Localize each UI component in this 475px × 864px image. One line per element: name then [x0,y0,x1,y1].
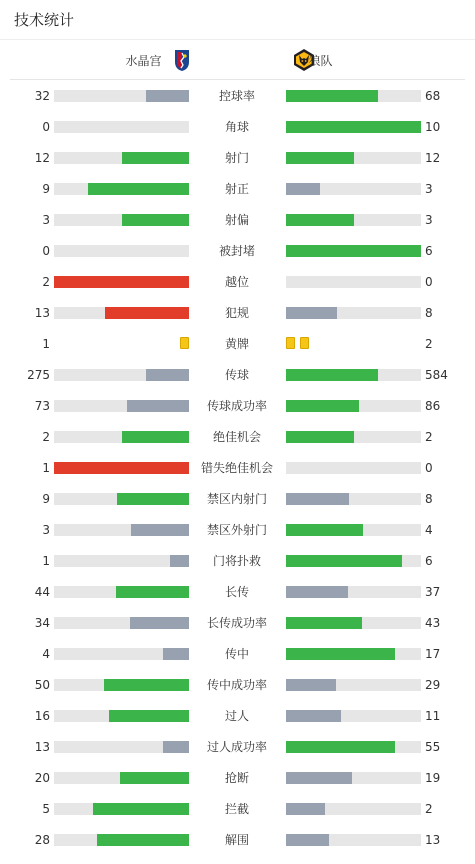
away-stat-bar-fill [286,555,402,567]
home-stat-bar-fill [105,307,189,319]
home-stat-value: 1 [42,554,50,568]
away-stat-value: 86 [425,399,441,413]
home-stat-value: 50 [34,678,50,692]
home-stat-value: 1 [42,337,50,351]
home-stat-bar [54,772,189,784]
stat-label: 射偏 [224,213,249,227]
away-stat-value: 3 [425,213,433,227]
home-stat-bar [54,586,189,598]
home-stat-value: 9 [42,492,50,506]
home-stat-bar [54,369,189,381]
away-stat-value: 13 [425,833,441,847]
stat-row [0,647,475,678]
stat-label: 过人 [224,709,249,723]
away-stat-bar-fill [286,307,337,319]
home-stat-bar-fill [120,772,189,784]
away-stat-value: 43 [425,616,441,630]
away-stat-bar [286,431,421,443]
away-stat-bar-fill [286,617,362,629]
home-stat-bar-fill [122,431,190,443]
away-stat-value: 10 [425,120,441,134]
yellow-card-icon [180,337,189,349]
stat-row [0,678,475,709]
away-stat-bar-fill [286,214,354,226]
home-stat-value: 1 [42,461,50,475]
away-stat-bar-fill [286,648,395,660]
home-stat-value: 13 [34,306,50,320]
stat-row [0,306,475,337]
home-stat-bar [54,431,189,443]
stat-row [0,771,475,802]
stat-label: 黄牌 [224,337,249,351]
home-stat-value: 34 [34,616,50,630]
home-stat-bar-fill [146,369,189,381]
home-stat-bar [54,462,189,474]
yellow-card-icon [286,337,295,349]
away-stat-value: 19 [425,771,441,785]
stat-label: 抢断 [224,771,249,785]
away-stat-bar [286,400,421,412]
home-stat-value: 28 [34,833,50,847]
away-stat-bar [286,245,421,257]
away-stat-value: 6 [425,554,433,568]
away-stat-bar-fill [286,121,421,133]
home-stat-bar [54,307,189,319]
away-stat-value: 55 [425,740,441,754]
home-stat-bar-fill [163,648,189,660]
home-stat-bar-fill [163,741,189,753]
home-stat-value: 16 [34,709,50,723]
stat-row [0,585,475,616]
stat-row [0,182,475,213]
home-stat-bar-fill [88,183,189,195]
home-stat-bar-fill [170,555,189,567]
stat-label: 长传 [224,585,249,599]
home-stat-value: 12 [34,151,50,165]
away-stat-bar-fill [286,183,320,195]
home-stat-value: 9 [42,182,50,196]
away-stat-bar [286,617,421,629]
home-stat-bar [54,493,189,505]
away-stat-bar-fill [286,493,349,505]
away-stat-value: 17 [425,647,441,661]
stat-row [0,89,475,120]
away-stat-value: 0 [425,275,433,289]
teams-header [10,40,465,80]
away-stat-value: 68 [425,89,441,103]
stat-label: 传球成功率 [206,399,267,413]
stat-label: 传球 [224,368,249,382]
home-stat-bar [54,121,189,133]
home-stat-bar [54,710,189,722]
home-stat-bar [54,90,189,102]
stat-row [0,709,475,740]
away-stat-bar-fill [286,586,348,598]
away-stat-value: 2 [425,337,433,351]
home-stat-value: 4 [42,647,50,661]
away-stat-value: 4 [425,523,433,537]
home-stat-value: 32 [34,89,50,103]
home-stat-bar [54,183,189,195]
away-stat-bar-fill [286,524,363,536]
home-stat-bar-fill [117,493,189,505]
home-stat-bar-fill [93,803,189,815]
home-stat-bar-fill [146,90,189,102]
stat-label: 门将扑救 [212,554,261,568]
home-stat-value: 20 [34,771,50,785]
away-stat-bar-fill [286,245,421,257]
stat-row [0,120,475,151]
stat-label: 角球 [224,120,249,134]
away-yellow-cards [286,337,314,349]
home-stat-value: 2 [42,275,50,289]
away-stat-bar-fill [286,369,378,381]
away-stat-bar [286,121,421,133]
away-stat-bar [286,834,421,846]
page-title: 技术统计 [14,11,75,29]
stat-row [0,430,475,461]
stat-row [0,523,475,554]
away-stat-bar-fill [286,772,352,784]
stat-row [0,151,475,182]
home-stat-bar-fill [116,586,189,598]
home-stat-bar [54,245,189,257]
away-stat-bar-fill [286,152,354,164]
away-stat-bar [286,648,421,660]
stat-row [0,275,475,306]
crystal-palace-crest-icon [170,48,194,72]
away-stat-bar [286,276,421,288]
away-stat-bar [286,183,421,195]
home-stat-bar [54,741,189,753]
away-stat-value: 3 [425,182,433,196]
home-stat-value: 44 [34,585,50,599]
stat-label: 被封堵 [218,244,255,258]
home-stat-bar [54,276,189,288]
stat-row [0,368,475,399]
away-stat-bar [286,90,421,102]
home-stat-bar [54,152,189,164]
home-stat-value: 3 [42,213,50,227]
stat-label: 长传成功率 [206,616,267,630]
home-yellow-cards [175,337,189,349]
home-stat-bar [54,555,189,567]
away-stat-bar [286,524,421,536]
stat-label: 绝佳机会 [212,430,261,444]
home-stat-bar-fill [122,214,190,226]
home-team-name: 水晶宫 [125,54,162,68]
stat-row [0,740,475,771]
home-stat-bar-fill [130,617,189,629]
home-stat-bar [54,679,189,691]
stat-row [0,492,475,523]
stat-label: 禁区外射门 [206,523,267,537]
away-stat-bar-fill [286,710,341,722]
stat-label: 射门 [224,151,249,165]
home-stat-bar [54,648,189,660]
stat-row [0,337,475,368]
home-stat-bar-fill [131,524,189,536]
away-stat-value: 2 [425,430,433,444]
home-stat-value: 0 [42,244,50,258]
away-stat-value: 6 [425,244,433,258]
yellow-card-icon [300,337,309,349]
stat-label: 错失绝佳机会 [200,461,273,475]
away-stat-bar [286,307,421,319]
stat-label: 控球率 [218,89,255,103]
away-stat-bar [286,555,421,567]
stat-label: 犯规 [224,306,249,320]
stat-row [0,399,475,430]
away-stat-bar-fill [286,741,395,753]
away-stat-bar-fill [286,679,336,691]
home-stat-bar-fill [54,462,189,474]
home-stat-bar [54,524,189,536]
away-stat-bar [286,152,421,164]
away-stat-value: 8 [425,306,433,320]
away-stat-bar-fill [286,803,325,815]
home-stat-bar-fill [54,276,189,288]
stat-label: 拦截 [224,802,249,816]
stat-row [0,616,475,647]
home-stat-value: 13 [34,740,50,754]
home-stat-bar [54,400,189,412]
away-stat-value: 584 [425,368,448,382]
away-stat-bar [286,586,421,598]
home-stat-bar-fill [127,400,189,412]
stat-row [0,213,475,244]
stat-label: 射正 [224,182,249,196]
home-stat-bar [54,834,189,846]
stat-row [0,554,475,585]
away-stat-value: 12 [425,151,441,165]
away-stat-value: 8 [425,492,433,506]
home-stat-bar-fill [97,834,189,846]
stat-label: 解围 [224,833,249,847]
home-stat-value: 5 [42,802,50,816]
away-stat-value: 2 [425,802,433,816]
away-stat-bar [286,803,421,815]
home-stat-value: 0 [42,120,50,134]
away-stat-value: 29 [425,678,441,692]
away-stat-bar [286,462,421,474]
away-team-name: 狼队 [308,54,333,68]
home-stat-value: 275 [27,368,50,382]
home-stat-bar-fill [109,710,189,722]
home-stat-bar-fill [104,679,189,691]
away-stat-bar [286,772,421,784]
away-stat-bar-fill [286,834,329,846]
away-stat-bar [286,679,421,691]
stat-label: 过人成功率 [206,740,267,754]
away-stat-bar [286,214,421,226]
stat-label: 越位 [224,275,249,289]
away-stat-bar-fill [286,400,359,412]
header [0,0,475,40]
away-stat-bar-fill [286,90,378,102]
home-stat-bar [54,214,189,226]
away-stat-value: 0 [425,461,433,475]
stat-row [0,833,475,864]
home-stat-value: 73 [34,399,50,413]
away-stat-bar [286,710,421,722]
away-stat-bar [286,369,421,381]
away-stat-bar [286,493,421,505]
stat-label: 传中 [224,647,249,661]
away-stat-bar-fill [286,431,354,443]
home-stat-bar [54,803,189,815]
away-stat-value: 11 [425,709,441,723]
home-stat-value: 3 [42,523,50,537]
stat-row [0,461,475,492]
stat-label: 禁区内射门 [206,492,267,506]
home-stat-bar-fill [122,152,190,164]
stat-row [0,802,475,833]
stat-label: 传中成功率 [206,678,267,692]
away-stat-bar [286,741,421,753]
stat-row [0,244,475,275]
home-stat-value: 2 [42,430,50,444]
away-stat-value: 37 [425,585,441,599]
home-stat-bar [54,617,189,629]
